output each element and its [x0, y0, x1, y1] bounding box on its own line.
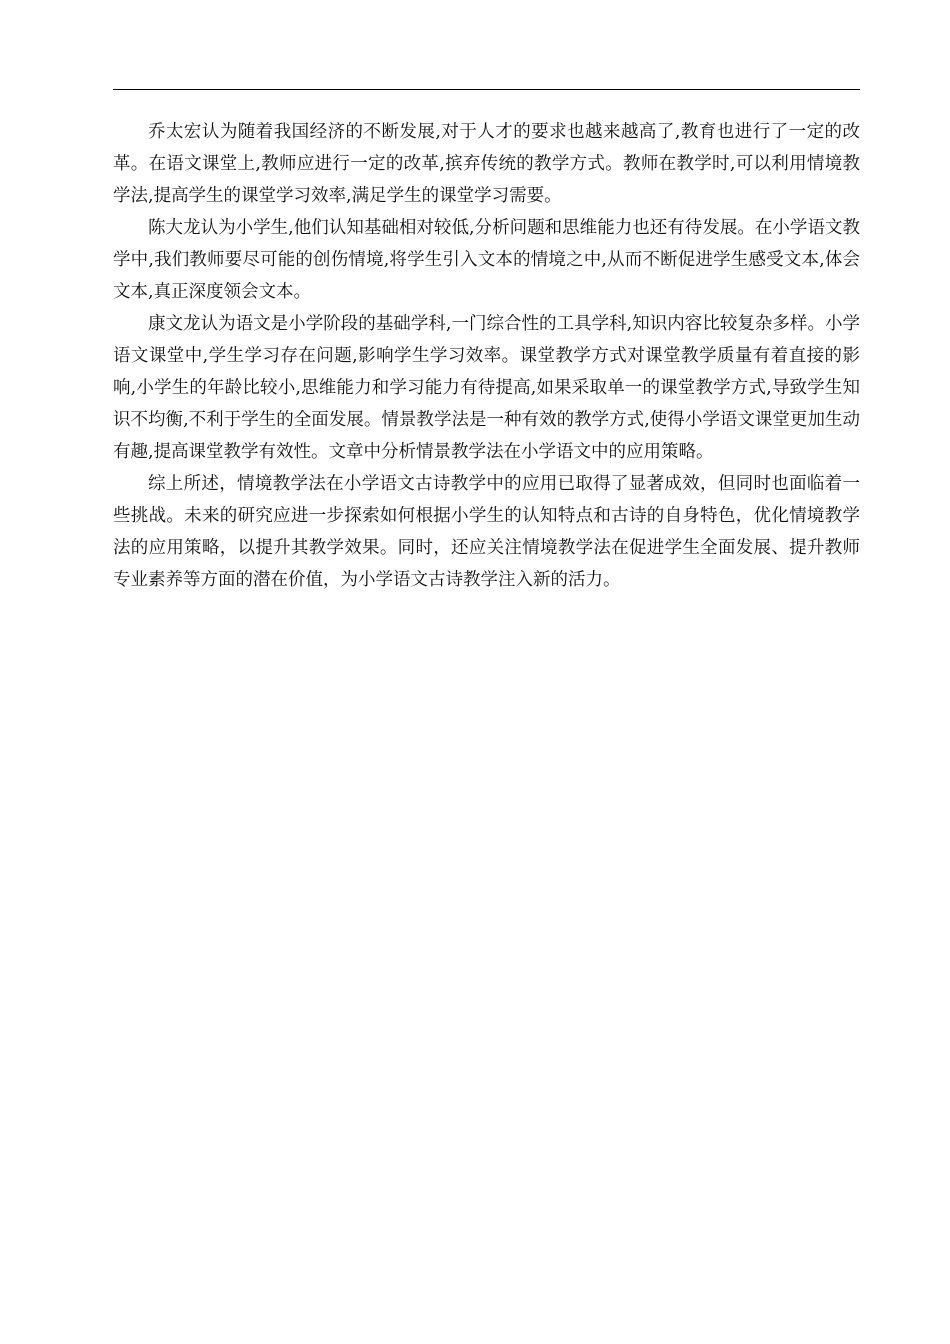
- header-rule: [113, 89, 860, 90]
- paragraph-kang-wenlong: 康文龙认为语文是小学阶段的基础学科,一门综合性的工具学科,知识内容比较复杂多样。小学语文课堂中,学生学习存在问题,影响学生学习效率。课堂教学方式对课堂教学质量有着直接的影响,小学生的年龄比较小,思维能力和学习能力有待提高,如果采取单一的课堂教学方式,导致学生知识不均衡,不利于学生的全面发展。情景教学法是一种有效的教学方式,使得小学语文课堂更加生动有趣,提高课堂教学有效性。文章中分析情景教学法在小学语文中的应用策略。: [113, 314, 860, 462]
- paragraph-chen-dalong: 陈大龙认为小学生,他们认知基础相对较低,分析问题和思维能力也还有待发展。在小学语文教学中,我们教师要尽可能的创伤情境,将学生引入文本的情境之中,从而不断促进学生感受文本,体会文本,真正深度领会文本。: [113, 218, 860, 302]
- body-text: [113, 116, 860, 596]
- paragraph-summary: 综上所述，情境教学法在小学语文古诗教学中的应用已取得了显著成效，但同时也面临着一些挑战。未来的研究应进一步探索如何根据小学生的认知特点和古诗的自身特色，优化情境教学法的应用策略，以提升其教学效果。同时，还应关注情境教学法在促进学生全面发展、提升教师专业素养等方面的潜在价值，为小学语文古诗教学注入新的活力。: [113, 474, 860, 590]
- paragraph-qiao-taihong: 乔太宏认为随着我国经济的不断发展,对于人才的要求也越来越高了,教育也进行了一定的改革。在语文课堂上,教师应进行一定的改革,摈弃传统的教学方式。教师在教学时,可以利用情境教学法,提高学生的课堂学习效率,满足学生的课堂学习需要。: [113, 122, 860, 206]
